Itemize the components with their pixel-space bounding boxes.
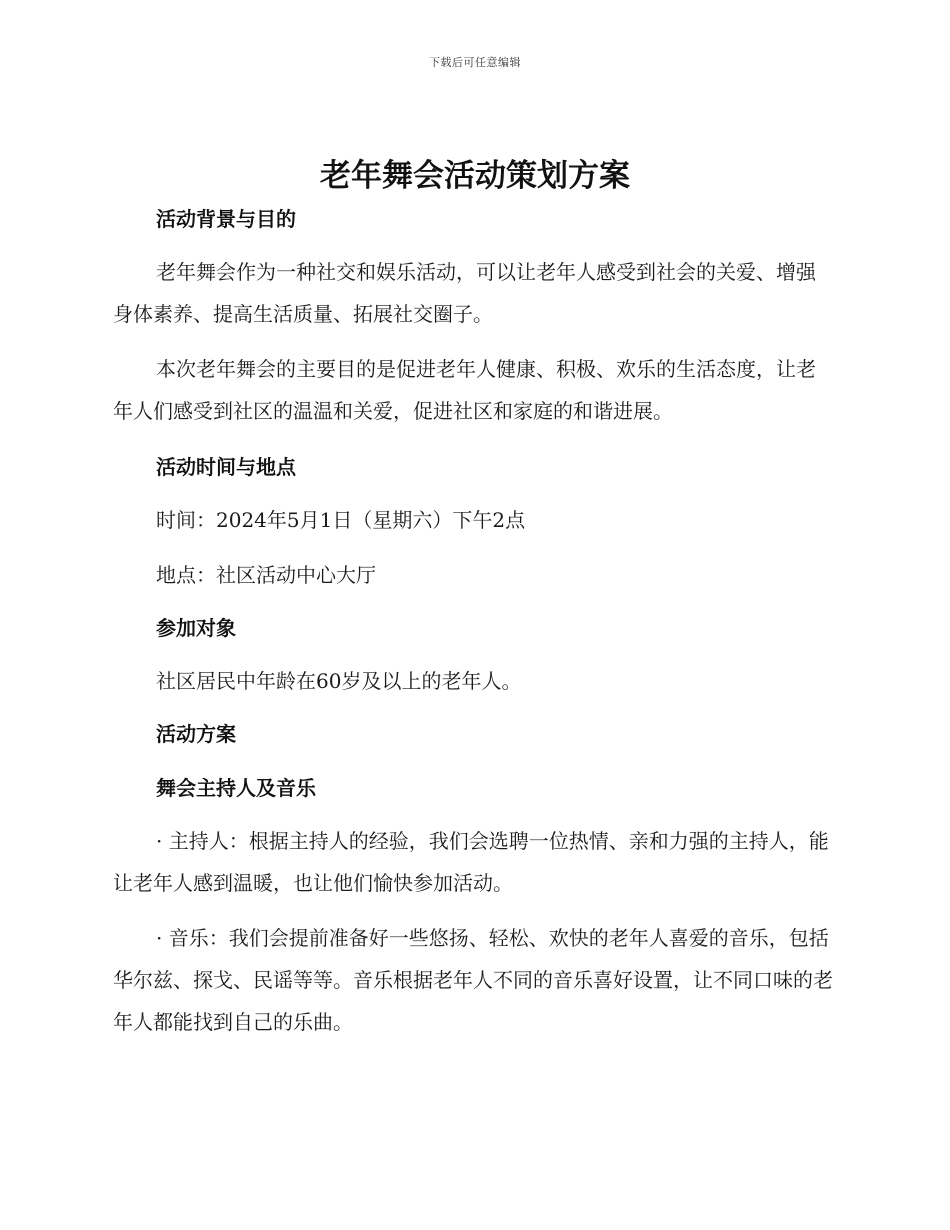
paragraph-place: 地点：社区活动中心大厅	[156, 563, 376, 587]
paragraph-background-1: 老年舞会作为一种社交和娱乐活动，可以让老年人感受到社会的关爱、增强身体素养、提高生活质量、拓展社交圈子。	[113, 260, 816, 326]
paragraph-time: 时间：2024年5月1日（星期六）下午2点	[156, 508, 526, 532]
paragraph-host: · 主持人：根据主持人的经验，我们会选聘一位热情、亲和力强的主持人，能让老年人感到温暖，也让他们愉快参加活动。	[113, 829, 829, 895]
section-heading-plan: 活动方案	[156, 722, 236, 746]
section-heading-time-place: 活动时间与地点	[156, 455, 296, 479]
subsection-heading-host-music: 舞会主持人及音乐	[156, 776, 316, 800]
paragraph-music: · 音乐：我们会提前准备好一些悠扬、轻松、欢快的老年人喜爱的音乐，包括华尔兹、探戈、民谣等等。音乐根据老年人不同的音乐喜好设置，让不同口味的老年人都能找到自己的乐曲。	[113, 926, 833, 1034]
document-title: 老年舞会活动策划方案	[320, 158, 630, 194]
paragraph-background-2: 本次老年舞会的主要目的是促进老年人健康、积极、欢乐的生活态度，让老年人们感受到社区的温温和关爱，促进社区和家庭的和谐进展。	[113, 357, 816, 423]
section-heading-background: 活动背景与目的	[156, 207, 296, 231]
section-heading-participants: 参加对象	[156, 616, 236, 640]
paragraph-participants: 社区居民中年龄在60岁及以上的老年人。	[156, 669, 522, 693]
document-body	[113, 200, 833, 1043]
page-header-note: 下载后可任意编辑	[429, 56, 521, 69]
